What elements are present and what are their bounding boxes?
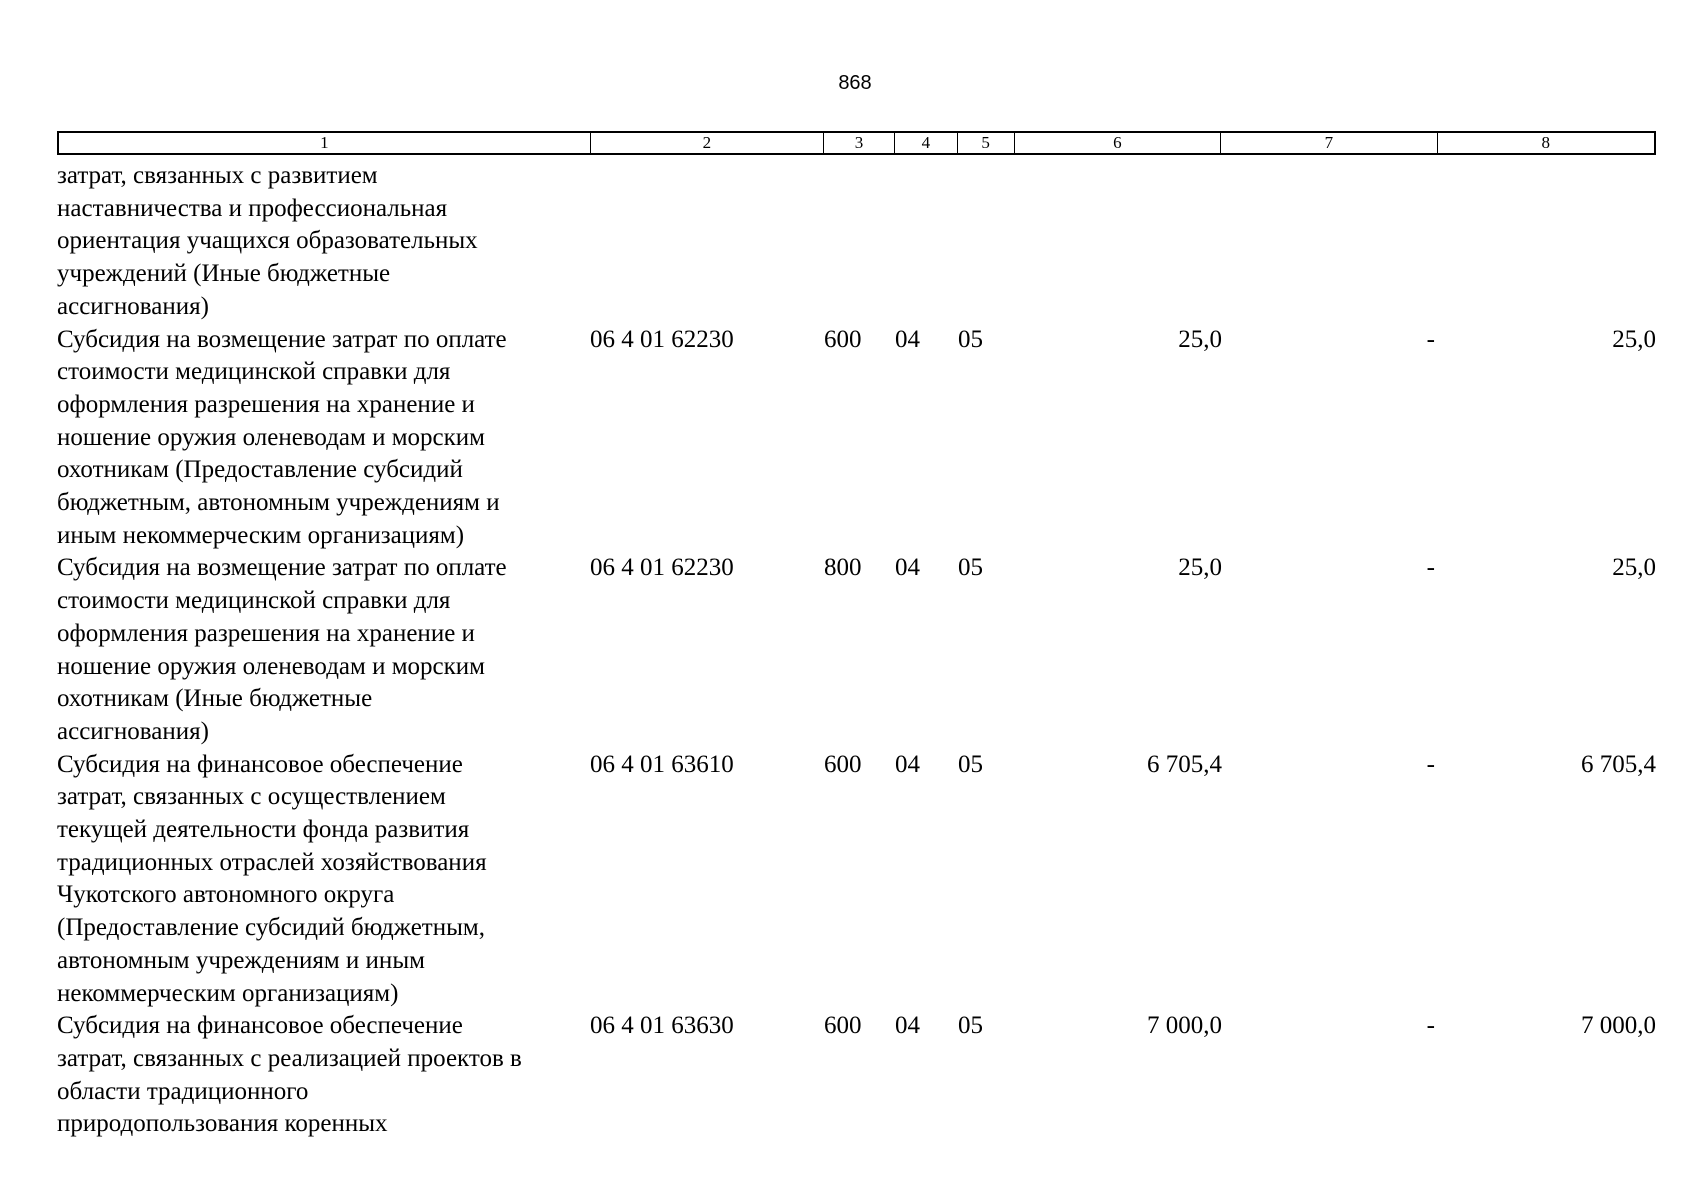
header-col-4: 4 <box>895 133 958 153</box>
header-col-8: 8 <box>1541 133 1551 152</box>
row-sum-2: - <box>1426 554 1435 582</box>
row-rz: 04 <box>895 325 920 353</box>
row-rz: 04 <box>895 1012 920 1040</box>
table-body <box>57 160 1656 1141</box>
row-name: Субсидия на финансовое обеспечение затрат, связанных с реализацией проектов в области традиционного природопользования коренных <box>57 1012 522 1138</box>
row-pr: 05 <box>958 1012 983 1040</box>
row-name: Субсидия на возмещение затрат по оплате стоимости медицинской справки для оформления разрешения на хранение и ношение оружия оленеводам и морским охотникам (Предоставление субсидий бюджетным, автономным учреждениям и иным некоммерческим организациям) <box>57 325 507 549</box>
row-name: Субсидия на финансовое обеспечение затрат, связанных с осуществлением текущей деятельности фонда развития традиционных отраслей хозяйствования Чукотского автономного округа (Предоставление субсидий бюджетным, автономным учреждениям и иным некоммерческим организациям) <box>57 750 487 1007</box>
table-row <box>57 1010 1656 1141</box>
row-pr: 05 <box>958 325 983 353</box>
row-code: 06 4 01 62230 <box>590 325 734 353</box>
row-sum-2 <box>1222 160 1439 324</box>
page-number: 868 <box>838 72 872 94</box>
row-code: 06 4 01 63610 <box>590 750 734 778</box>
row-code: 06 4 01 62230 <box>590 554 734 582</box>
row-sum-1: 25,0 <box>1178 325 1222 353</box>
header-col-3: 3 <box>824 133 895 153</box>
row-sum-2: - <box>1426 1012 1435 1040</box>
row-sum-3: 7 000,0 <box>1581 1012 1656 1040</box>
row-vr: 600 <box>824 750 862 778</box>
row-pr: 05 <box>958 554 983 582</box>
row-vr: 800 <box>824 554 862 582</box>
row-vr: 600 <box>824 325 862 353</box>
row-pr: 05 <box>958 750 983 778</box>
row-vr <box>824 160 895 324</box>
header-col-7: 7 <box>1221 133 1437 153</box>
row-sum-1: 25,0 <box>1178 554 1222 582</box>
row-vr: 600 <box>824 1012 862 1040</box>
row-pr <box>958 160 1015 324</box>
row-sum-2: - <box>1426 325 1435 353</box>
row-code <box>590 160 824 324</box>
row-sum-3: 25,0 <box>1612 325 1656 353</box>
row-sum-1 <box>1015 160 1222 324</box>
row-sum-3: 25,0 <box>1612 554 1656 582</box>
table-row <box>57 324 1656 553</box>
header-col-2: 2 <box>591 133 824 153</box>
row-name: затрат, связанных с развитием наставничества и профессиональная ориентация учащихся образовательных учреждений (Иные бюджетные ассигнования) <box>57 162 478 320</box>
row-sum-3 <box>1439 160 1656 324</box>
row-sum-1: 7 000,0 <box>1147 1012 1222 1040</box>
table-header <box>57 131 1656 155</box>
header-col-1: 1 <box>59 133 591 153</box>
header-col-5: 5 <box>958 133 1015 153</box>
row-name: Субсидия на возмещение затрат по оплате стоимости медицинской справки для оформления разрешения на хранение и ношение оружия оленеводам и морским охотникам (Иные бюджетные ассигнования) <box>57 554 507 745</box>
header-col-6: 6 <box>1015 133 1221 153</box>
row-rz: 04 <box>895 750 920 778</box>
row-sum-1: 6 705,4 <box>1147 750 1222 778</box>
row-rz: 04 <box>895 554 920 582</box>
row-sum-2: - <box>1426 750 1435 778</box>
row-code: 06 4 01 63630 <box>590 1012 734 1040</box>
table-row <box>57 749 1656 1011</box>
table-row <box>57 160 1656 324</box>
table-row <box>57 552 1656 748</box>
row-sum-3: 6 705,4 <box>1581 750 1656 778</box>
row-rz <box>895 160 958 324</box>
